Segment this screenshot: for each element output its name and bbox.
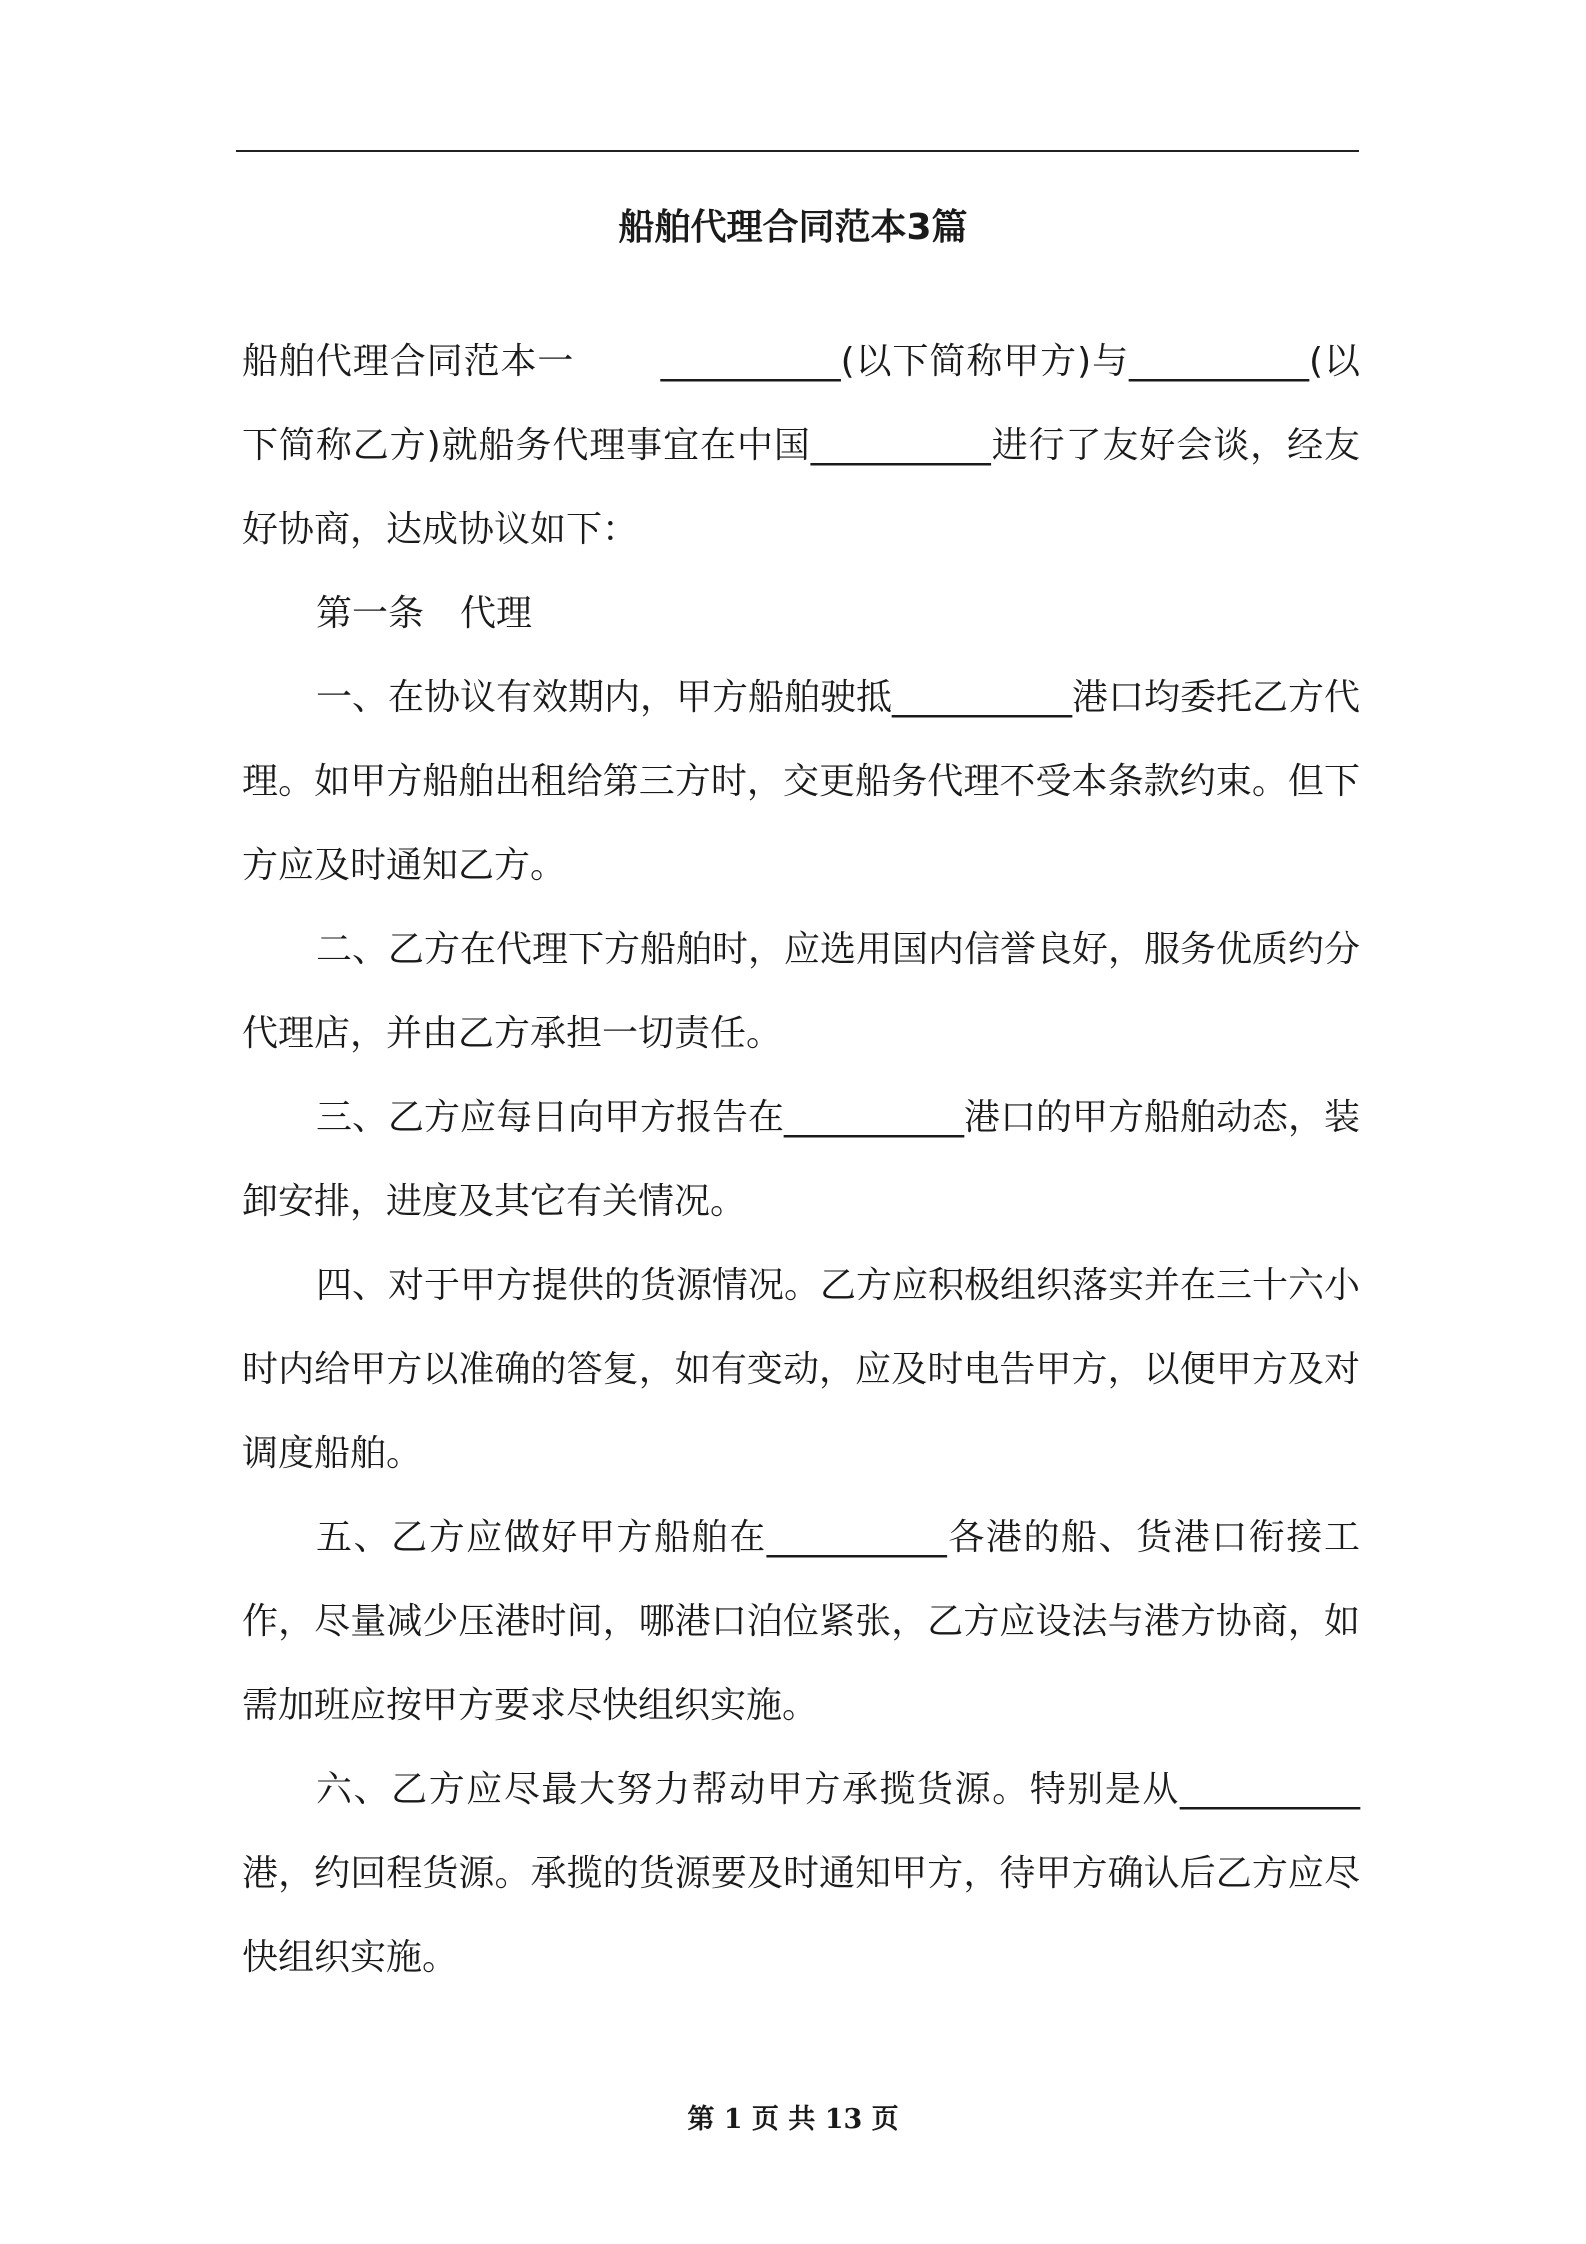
paragraph-clause-2: 二、乙方在代理下方船舶时，应选用国内信誉良好，服务优质约分代理店，并由乙方承担一切责任。: [242, 929, 1361, 1054]
paragraph-clause-4: 四、对于甲方提供的货源情况。乙方应积极组织落实并在三十六小时内给甲方以准确的答复，如有变动，应及时电告甲方，以便甲方及对调度船舶。: [242, 1265, 1361, 1474]
page-number-footer: 第 1 页 共 13 页: [687, 2104, 899, 2135]
paragraph-article-heading: 第一条 代理: [316, 593, 533, 634]
header-rule: [236, 150, 1359, 152]
paragraph-preamble: 船舶代理合同范本一 __________(以下简称甲方)与__________(以下简称乙方)就船务代理事宜在中国__________进行了友好会谈，经友好协商，达成协议如下：: [242, 341, 1360, 550]
document-title: 船舶代理合同范本3篇: [618, 207, 968, 248]
paragraph-clause-1: 一、在协议有效期内，甲方船舶驶抵__________港口均委托乙方代理。如甲方船舶出租给第三方时，交更船务代理不受本条款约束。但下方应及时通知乙方。: [242, 677, 1361, 886]
document-body: [242, 320, 1360, 2000]
paragraph-clause-3: 三、乙方应每日向甲方报告在__________港口的甲方船舶动态，装卸安排，进度及其它有关情况。: [242, 1097, 1361, 1222]
paragraph-clause-6: 六、乙方应尽最大努力帮动甲方承揽货源。特别是从__________港，约回程货源。承揽的货源要及时通知甲方，待甲方确认后乙方应尽快组织实施。: [242, 1769, 1360, 1978]
paragraph-clause-5: 五、乙方应做好甲方船舶在__________各港的船、货港口衔接工作，尽量减少压港时间，哪港口泊位紧张，乙方应设法与港方协商，如需加班应按甲方要求尽快组织实施。: [242, 1517, 1360, 1726]
